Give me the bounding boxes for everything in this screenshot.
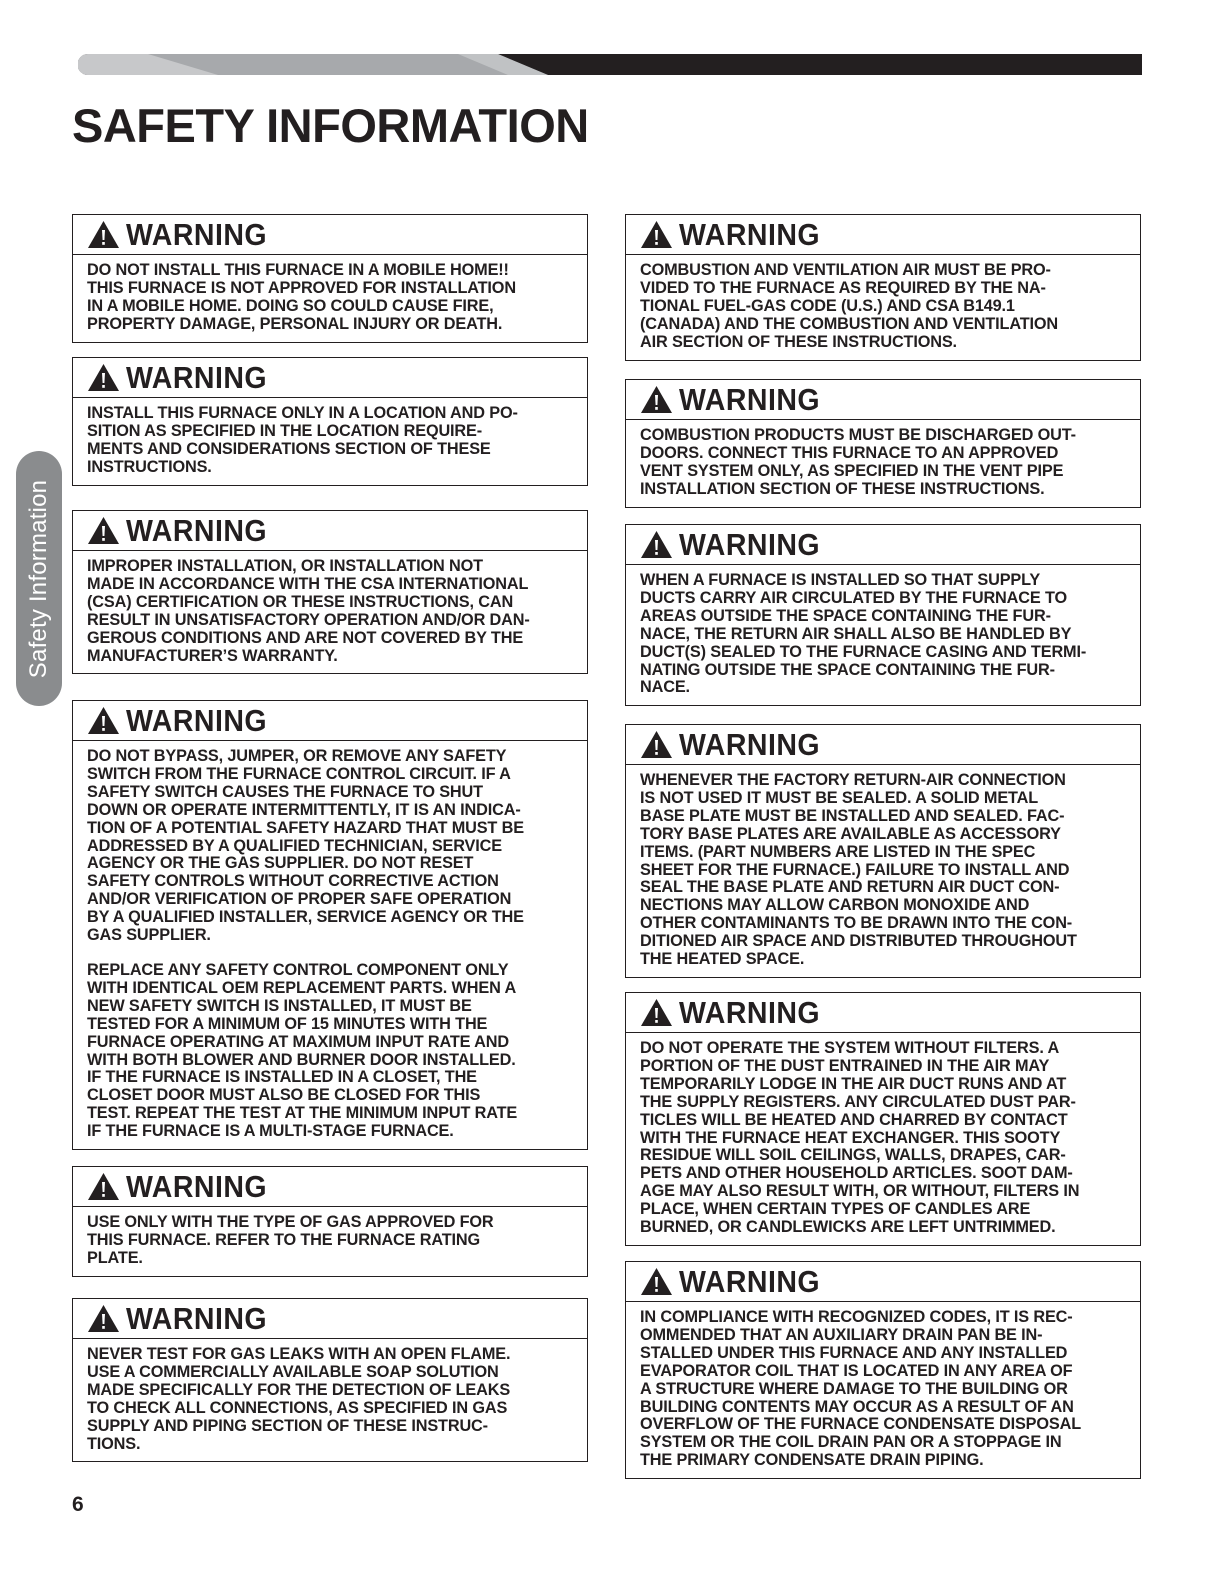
warning-header <box>73 1299 587 1339</box>
warning-header <box>626 525 1140 565</box>
warning-triangle-icon <box>640 385 673 414</box>
warning-body <box>73 551 587 673</box>
warning-body <box>626 255 1140 360</box>
header-decorative-bar <box>78 54 1142 75</box>
warning-header <box>626 993 1140 1033</box>
warning-triangle-icon <box>87 1172 120 1201</box>
warning-header <box>626 725 1140 765</box>
warning-triangle-icon <box>640 998 673 1027</box>
warning-label: WARNING <box>126 360 268 395</box>
warning-triangle-icon <box>640 730 673 759</box>
warning-header <box>73 701 587 741</box>
warning-label: WARNING <box>679 382 821 417</box>
warning-header <box>626 215 1140 255</box>
warning-text: COMBUSTION PRODUCTS MUST BE DISCHARGED OUT- DOORS. CONNECT THIS FURNACE TO AN APPROVED VENT SYSTEM ONLY, AS SPECIFIED IN THE VENT PIPE INSTALLATION SECTION OF THESE INSTRUCTIONS. <box>640 426 1076 498</box>
warning-body <box>73 255 587 342</box>
warning-text: WHENEVER THE FACTORY RETURN-AIR CONNECTION IS NOT USED IT MUST BE SEALED. A SOLID METAL BASE PLATE MUST BE INSTALLED AND SEALED. FAC- TORY BASE PLATES ARE AVAILABLE AS ACCESSORY ITEMS. (PART NUMBERS ARE LISTED IN THE SPEC SHEET FOR THE FURNACE.) FAILURE TO INSTALL AND SEAL THE BASE PLATE AND RETURN AIR DUCT CON- NECTIONS MAY ALLOW CARBON MONOXIDE AND OTHER CONTAMINANTS TO BE DRAWN INTO THE CON- DITIONED AIR SPACE AND DISTRIBUTED THROUGHOUT THE HEATED SPACE. <box>640 771 1077 969</box>
warning-label: WARNING <box>679 1264 821 1299</box>
warning-triangle-icon <box>640 220 673 249</box>
warning-body <box>626 565 1140 705</box>
warning-label: WARNING <box>126 1301 268 1336</box>
left-warning-box-6 <box>72 1298 588 1462</box>
page-number: 6 <box>72 1493 84 1516</box>
warning-header <box>73 358 587 398</box>
left-warning-box-3 <box>72 510 588 674</box>
warning-triangle-icon <box>87 363 120 392</box>
left-warning-box-2 <box>72 357 588 486</box>
warning-label: WARNING <box>126 217 268 252</box>
warning-triangle-icon <box>87 516 120 545</box>
warning-text: COMBUSTION AND VENTILATION AIR MUST BE PRO- VIDED TO THE FURNACE AS REQUIRED BY THE NA- TIONAL FUEL-GAS CODE (U.S.) AND CSA B149.1 (CANADA) AND THE COMBUSTION AND VENTILATION AIR SECTION OF THESE INSTRUCTIONS. <box>640 261 1059 351</box>
right-warning-box-2 <box>625 379 1141 508</box>
warning-label: WARNING <box>679 727 821 762</box>
warning-text: INSTALL THIS FURNACE ONLY IN A LOCATION AND PO- SITION AS SPECIFIED IN THE LOCATION REQUIRE- MENTS AND CONSIDERATIONS SECTION OF THESE INSTRUCTIONS. <box>87 404 518 476</box>
warning-header <box>73 215 587 255</box>
warning-text: USE ONLY WITH THE TYPE OF GAS APPROVED FOR THIS FURNACE. REFER TO THE FURNACE RATING PLATE. <box>87 1213 494 1267</box>
side-tab-label: Safety Information <box>25 479 52 678</box>
warning-label: WARNING <box>679 217 821 252</box>
warning-header <box>73 511 587 551</box>
warning-label: WARNING <box>126 513 268 548</box>
right-warning-box-1 <box>625 214 1141 361</box>
warning-text: DO NOT OPERATE THE SYSTEM WITHOUT FILTERS. A PORTION OF THE DUST ENTRAINED IN THE AIR MAY TEMPORARILY LODGE IN THE AIR DUCT RUNS AND AT THE SUPPLY REGISTERS. ANY CIRCULATED DUST PAR- TICLES WILL BE HEATED AND CHARRED BY CONTACT WITH THE FURNACE HEAT EXCHANGER. THIS SOOTY RESIDUE WILL SOIL CEILINGS, WALLS, DRAPES, CAR- PETS AND OTHER HOUSEHOLD ARTICLES. SOOT DAM- AGE MAY ALSO RESULT WITH, OR WITHOUT, FILTERS IN PLACE, WHEN CERTAIN TYPES OF CANDLES ARE BURNED, OR CANDLEWICKS ARE LEFT UNTRIMMED. <box>640 1039 1080 1237</box>
left-warning-box-5 <box>72 1166 588 1277</box>
warning-label: WARNING <box>126 1169 268 1204</box>
warning-body <box>626 1033 1140 1245</box>
left-warning-box-1 <box>72 214 588 343</box>
warning-text: IN COMPLIANCE WITH RECOGNIZED CODES, IT IS REC- OMMENDED THAT AN AUXILIARY DRAIN PAN BE IN- STALLED UNDER THIS FURNACE AND ANY INSTALLED EVAPORATOR COIL THAT IS LOCATED IN ANY AREA OF A STRUCTURE WHERE DAMAGE TO THE BUILDING OR BUILDING CONTENTS MAY OCCUR AS A RESULT OF AN OVERFLOW OF THE FURNACE CONDENSATE DISPOSAL SYSTEM OR THE COIL DRAIN PAN OR A STOPPAGE IN THE PRIMARY CONDENSATE DRAIN PIPING. <box>640 1308 1081 1470</box>
warning-triangle-icon <box>640 530 673 559</box>
warning-text: DO NOT BYPASS, JUMPER, OR REMOVE ANY SAFETY SWITCH FROM THE FURNACE CONTROL CIRCUIT. IF A SAFETY SWITCH CAUSES THE FURNACE TO SHUT DOWN OR OPERATE INTERMITTENTLY, IT IS AN INDICA- TION OF A POTENTIAL SAFETY HAZARD THAT MUST BE ADDRESSED BY A QUALIFIED TECHNICIAN, SERVICE AGENCY OR THE GAS SUPPLIER. DO NOT RESET SAFETY CONTROLS WITHOUT CORRECTIVE ACTION AND/OR VERIFICATION OF PROPER SAFE OPERATION BY A QUALIFIED INSTALLER, SERVICE AGENCY OR THE GAS SUPPLIER. <box>87 747 524 945</box>
warning-triangle-icon <box>87 706 120 735</box>
warning-triangle-icon <box>87 1304 120 1333</box>
left-warning-box-4 <box>72 700 588 1150</box>
right-warning-box-4 <box>625 724 1141 978</box>
warning-body <box>626 420 1140 507</box>
warning-body <box>73 1207 587 1276</box>
warning-header <box>73 1167 587 1207</box>
warning-label: WARNING <box>126 703 268 738</box>
warning-text: WHEN A FURNACE IS INSTALLED SO THAT SUPPLY DUCTS CARRY AIR CIRCULATED BY THE FURNACE TO AREAS OUTSIDE THE SPACE CONTAINING THE FUR- NACE, THE RETURN AIR SHALL ALSO BE HANDLED BY DUCT(S) SEALED TO THE FURNACE CASING AND TERMI- NATING OUTSIDE THE SPACE CONTAINING THE FUR- NACE. <box>640 571 1087 697</box>
page-title: SAFETY INFORMATION <box>72 99 589 152</box>
warning-body <box>626 765 1140 977</box>
section-side-tab <box>16 451 62 706</box>
warning-header <box>626 380 1140 420</box>
warning-text: NEVER TEST FOR GAS LEAKS WITH AN OPEN FLAME. USE A COMMERCIALLY AVAILABLE SOAP SOLUTION MADE SPECIFICALLY FOR THE DETECTION OF LEAKS TO CHECK ALL CONNECTIONS, AS SPECIFIED IN GAS SUPPLY AND PIPING SECTION OF THESE INSTRUC- TIONS. <box>87 1345 511 1453</box>
warning-text: IMPROPER INSTALLATION, OR INSTALLATION NOT MADE IN ACCORDANCE WITH THE CSA INTERNATIONAL (CSA) CERTIFICATION OR THESE INSTRUCTIONS, CAN RESULT IN UNSATISFACTORY OPERATION AND/OR DAN- GEROUS CONDITIONS AND ARE NOT COVERED BY THE MANUFACTURER’S WARRANTY. <box>87 557 530 665</box>
right-warning-box-5 <box>625 992 1141 1246</box>
warning-label: WARNING <box>679 995 821 1030</box>
right-warning-box-6 <box>625 1261 1141 1479</box>
warning-text: DO NOT INSTALL THIS FURNACE IN A MOBILE HOME!! THIS FURNACE IS NOT APPROVED FOR INSTALLATION IN A MOBILE HOME. DOING SO COULD CAUSE FIRE, PROPERTY DAMAGE, PERSONAL INJURY OR DEATH. <box>87 261 516 333</box>
warning-body <box>73 1339 587 1461</box>
warning-body <box>626 1302 1140 1478</box>
warning-header <box>626 1262 1140 1302</box>
right-warning-box-3 <box>625 524 1141 706</box>
warning-label: WARNING <box>679 527 821 562</box>
warning-body <box>73 741 587 1149</box>
warning-body <box>73 398 587 485</box>
warning-triangle-icon <box>640 1267 673 1296</box>
warning-triangle-icon <box>87 220 120 249</box>
warning-text: REPLACE ANY SAFETY CONTROL COMPONENT ONLY WITH IDENTICAL OEM REPLACEMENT PARTS. WHEN A NEW SAFETY SWITCH IS INSTALLED, IT MUST BE TESTED FOR A MINIMUM OF 15 MINUTES WITH THE FURNACE OPERATING AT MAXIMUM INPUT RATE AND WITH BOTH BLOWER AND BURNER DOOR INSTALLED. IF THE FURNACE IS INSTALLED IN A CLOSET, THE CLOSET DOOR MUST ALSO BE CLOSED FOR THIS TEST. REPEAT THE TEST AT THE MINIMUM INPUT RATE IF THE FURNACE IS A MULTI-STAGE FURNACE. <box>87 960 518 1141</box>
